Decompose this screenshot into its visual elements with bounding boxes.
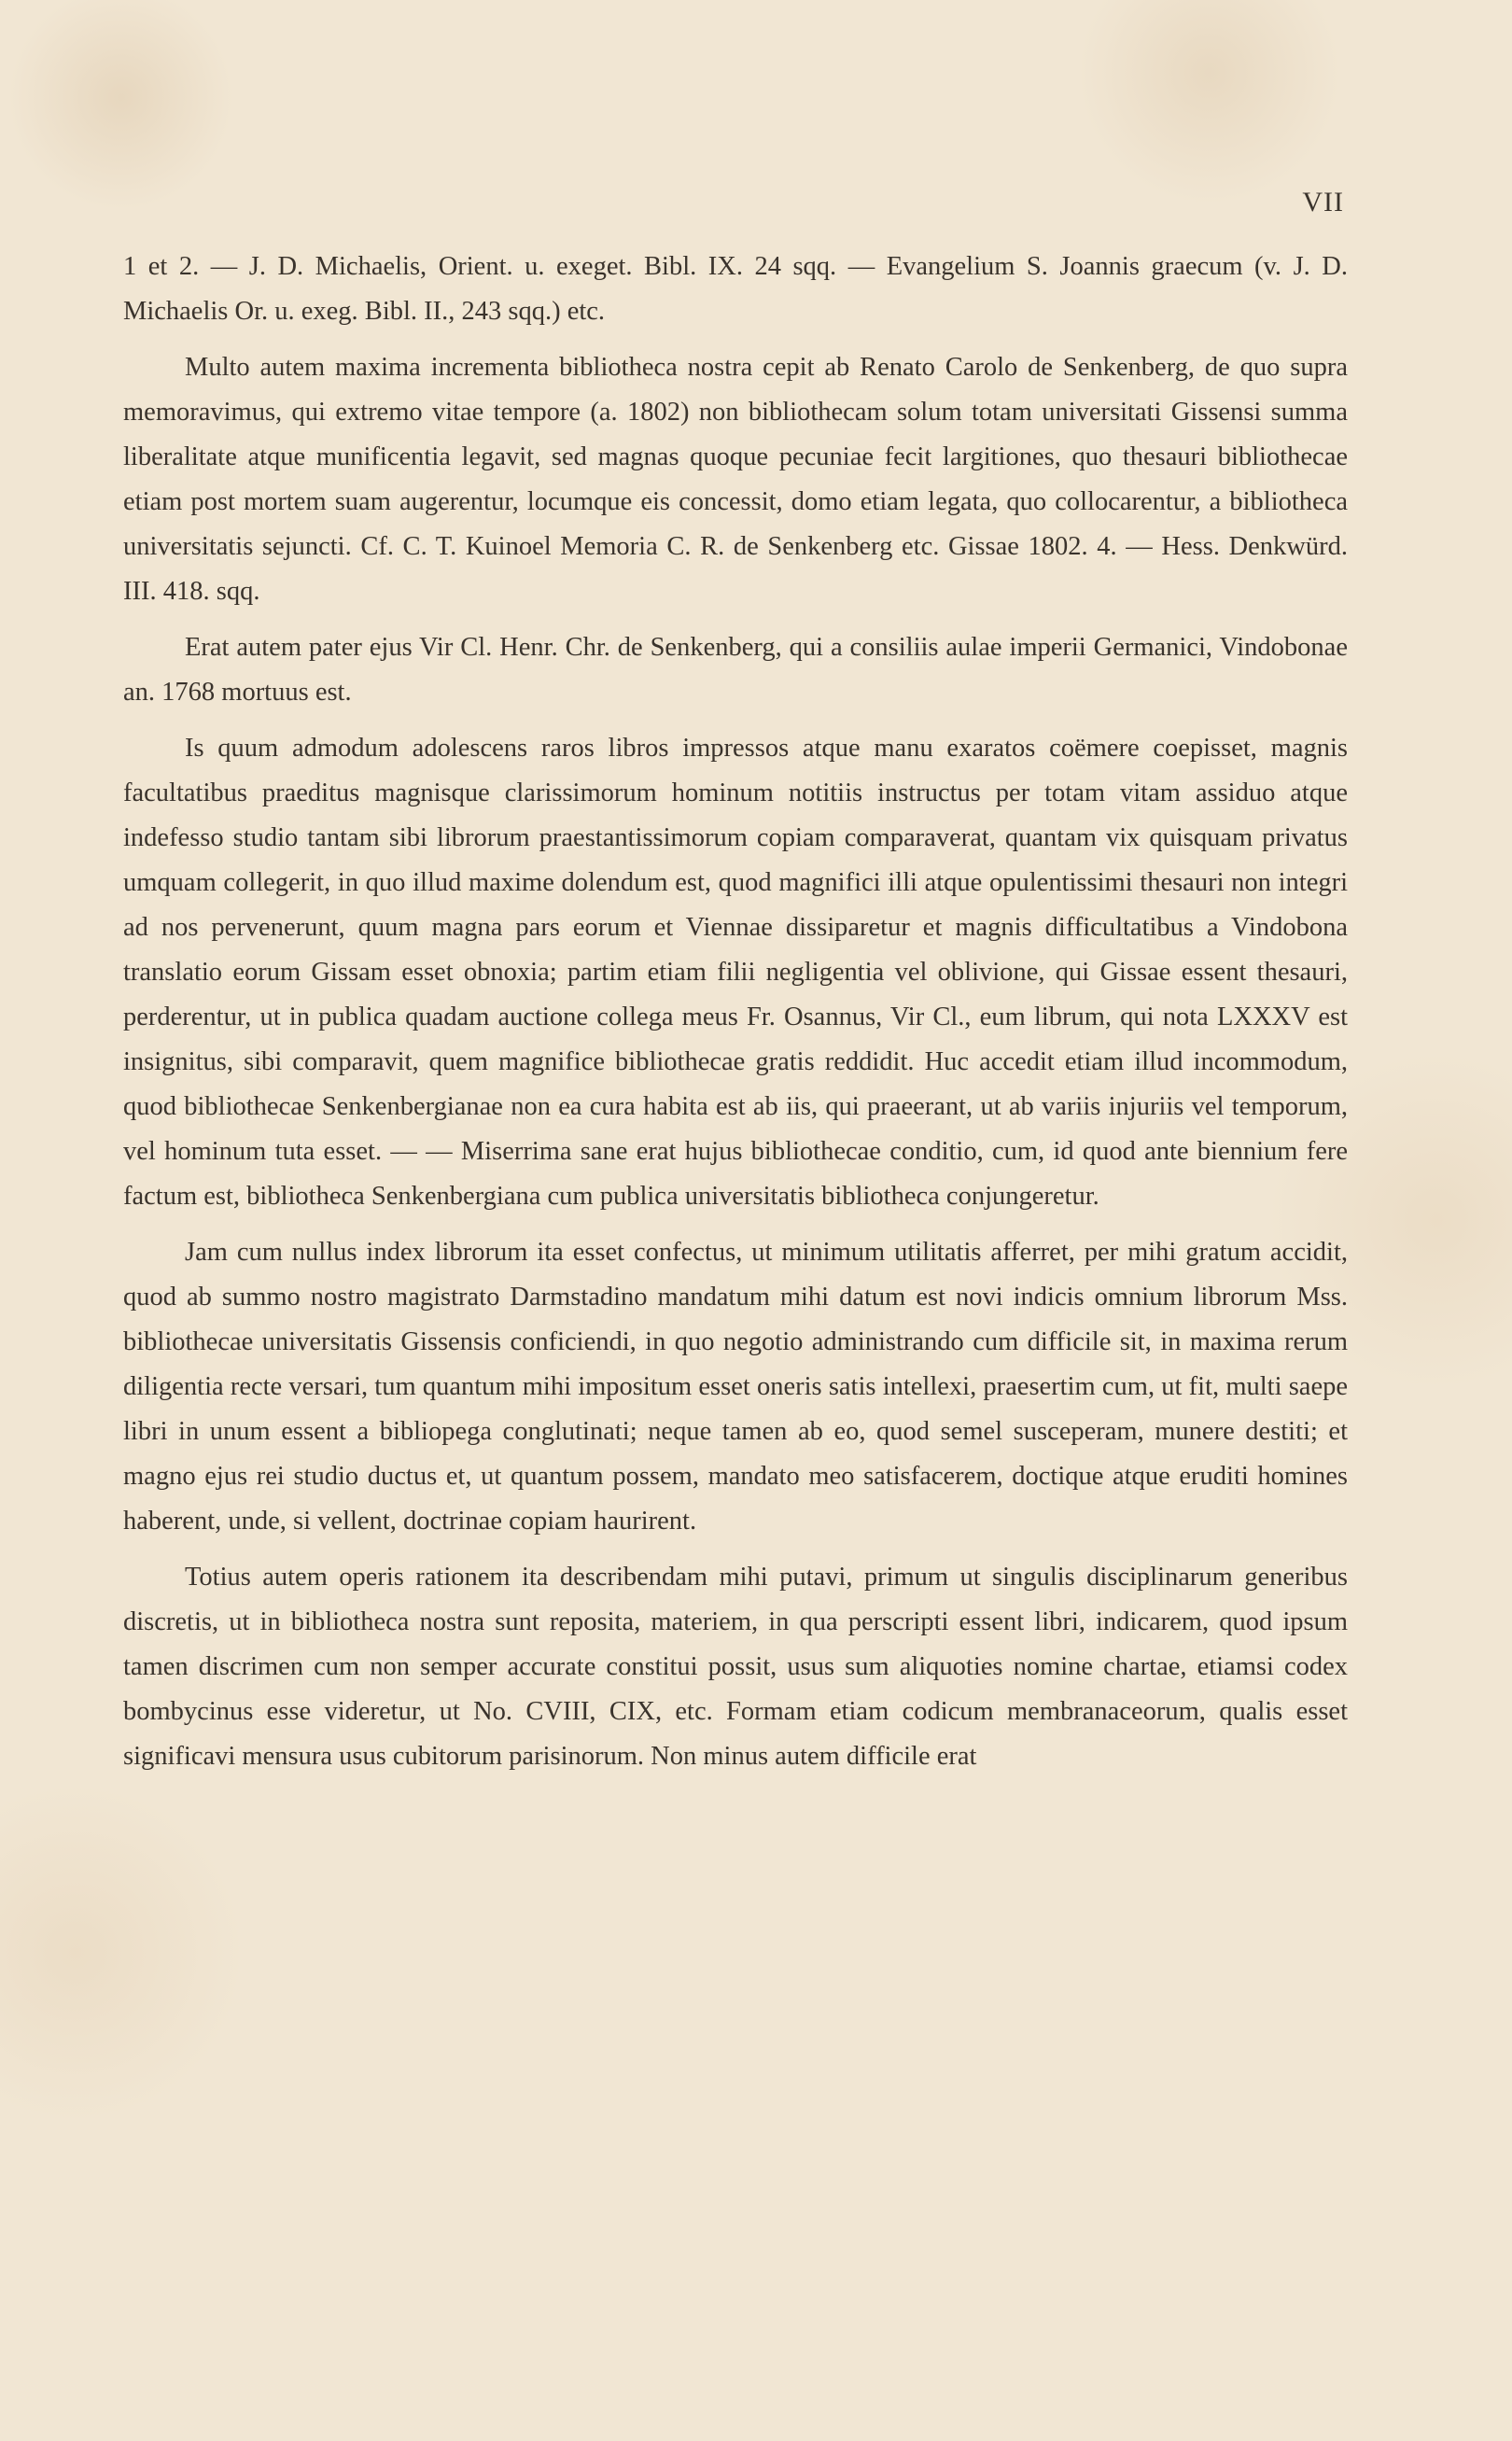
paragraph-new-index: Jam cum nullus index librorum ita esset confectus, ut minimum utilitatis afferret, per mihi gratum accidit, quod ab summo nostro magistrato Darmstadino mandatum mihi datum est novi indicis omnium librorum Mss. bibliothecae universitatis Gissensis conficiendi, in quo negotio administrando cum difficile sit, in maxima rerum diligentia recte versari, tum quantum mihi impositum esset oneris satis intellexi, praesertim cum, ut fit, multi saepe libri in unum essent a bibliopega conglutinati; neque tamen ab eo, quod semel susceperam, munere destiti; et magno ejus rei studio ductus et, ut quantum possem, mandato meo satisfacerem, doctique atque eruditi homines haberent, unde, si vellent, doctrinae copiam haurirent. [123, 1238, 1348, 1536]
paragraph-senkenberg-bequest: Multo autem maxima incrementa bibliotheca nostra cepit ab Renato Carolo de Senkenberg, de quo supra memoravimus, qui extremo vitae tempore (a. 1802) non bibliothecam solum totam universitati Gissensi summa liberalitate atque munificentia legavit, sed magnas quoque pecuniae fecit largitiones, quo thesauri bibliothecae etiam post mortem suam augerentur, locumque eis concessit, domo etiam legata, quo collocarentur, a bibliotheca universitatis sejuncti. Cf. C. T. Kuinoel Memoria C. R. de Senkenberg etc. Gissae 1802. 4. — Hess. Denkwürd. III. 418. sqq. [123, 353, 1348, 606]
paragraph-father: Erat autem pater ejus Vir Cl. Henr. Chr. de Senkenberg, qui a consiliis aulae imperii Germanici, Vindobonae an. 1768 mortuus est. [123, 633, 1348, 707]
page-number: VII [1302, 187, 1344, 217]
paragraph-citation: 1 et 2. — J. D. Michaelis, Orient. u. exeget. Bibl. IX. 24 sqq. — Evangelium S. Joannis graecum (v. J. D. Michaelis Or. u. exeg. Bibl. II., 243 sqq.) etc. [123, 252, 1348, 326]
body-text [123, 245, 1348, 1790]
paragraph-method: Totius autem operis rationem ita describendam mihi putavi, primum ut singulis disciplinarum generibus discretis, ut in bibliotheca nostra sunt reposita, materiem, in qua perscripti essent libri, indicarem, quod ipsum tamen discrimen cum non semper accurate constitui possit, usus sum aliquoties nomine chartae, etiamsi codex bombycinus esse videretur, ut No. CVIII, CIX, etc. Formam etiam codicum membranaceorum, qualis esset significavi mensura usus cubitorum parisinorum. Non minus autem difficile erat [123, 1563, 1348, 1771]
paragraph-collection-history: Is quum admodum adolescens raros libros impressos atque manu exaratos coëmere coepisset, magnis facultatibus praeditus magnisque clarissimorum hominum notitiis instructus per totam vitam assiduo atque indefesso studio tantam sibi librorum praestantissimorum copiam comparaverat, quantam vix quisquam privatus umquam collegerit, in quo illud maxime dolendum est, quod magnifici illi atque opulentissimi thesauri non integri ad nos pervenerunt, quum magna pars eorum et Viennae dissiparetur et magnis difficultatibus a Vindobona translatio eorum Gissam esset obnoxia; partim etiam filii negligentia vel oblivione, qui Gissae essent thesauri, perderentur, ut in publica quadam auctione collega meus Fr. Osannus, Vir Cl., eum librum, qui nota LXXXV est insignitus, sibi comparavit, quem magnifice bibliothecae gratis reddidit. Huc accedit etiam illud incommodum, quod bibliothecae Senkenbergianae non ea cura habita est ab iis, qui praeerant, ut ab variis injuriis vel temporum, vel hominum tuta esset. — — Miserrima sane erat hujus bibliothecae conditio, cum, id quod ante biennium fere factum est, bibliotheca Senkenbergiana cum publica universitatis bibliotheca conjungeretur. [123, 734, 1348, 1211]
